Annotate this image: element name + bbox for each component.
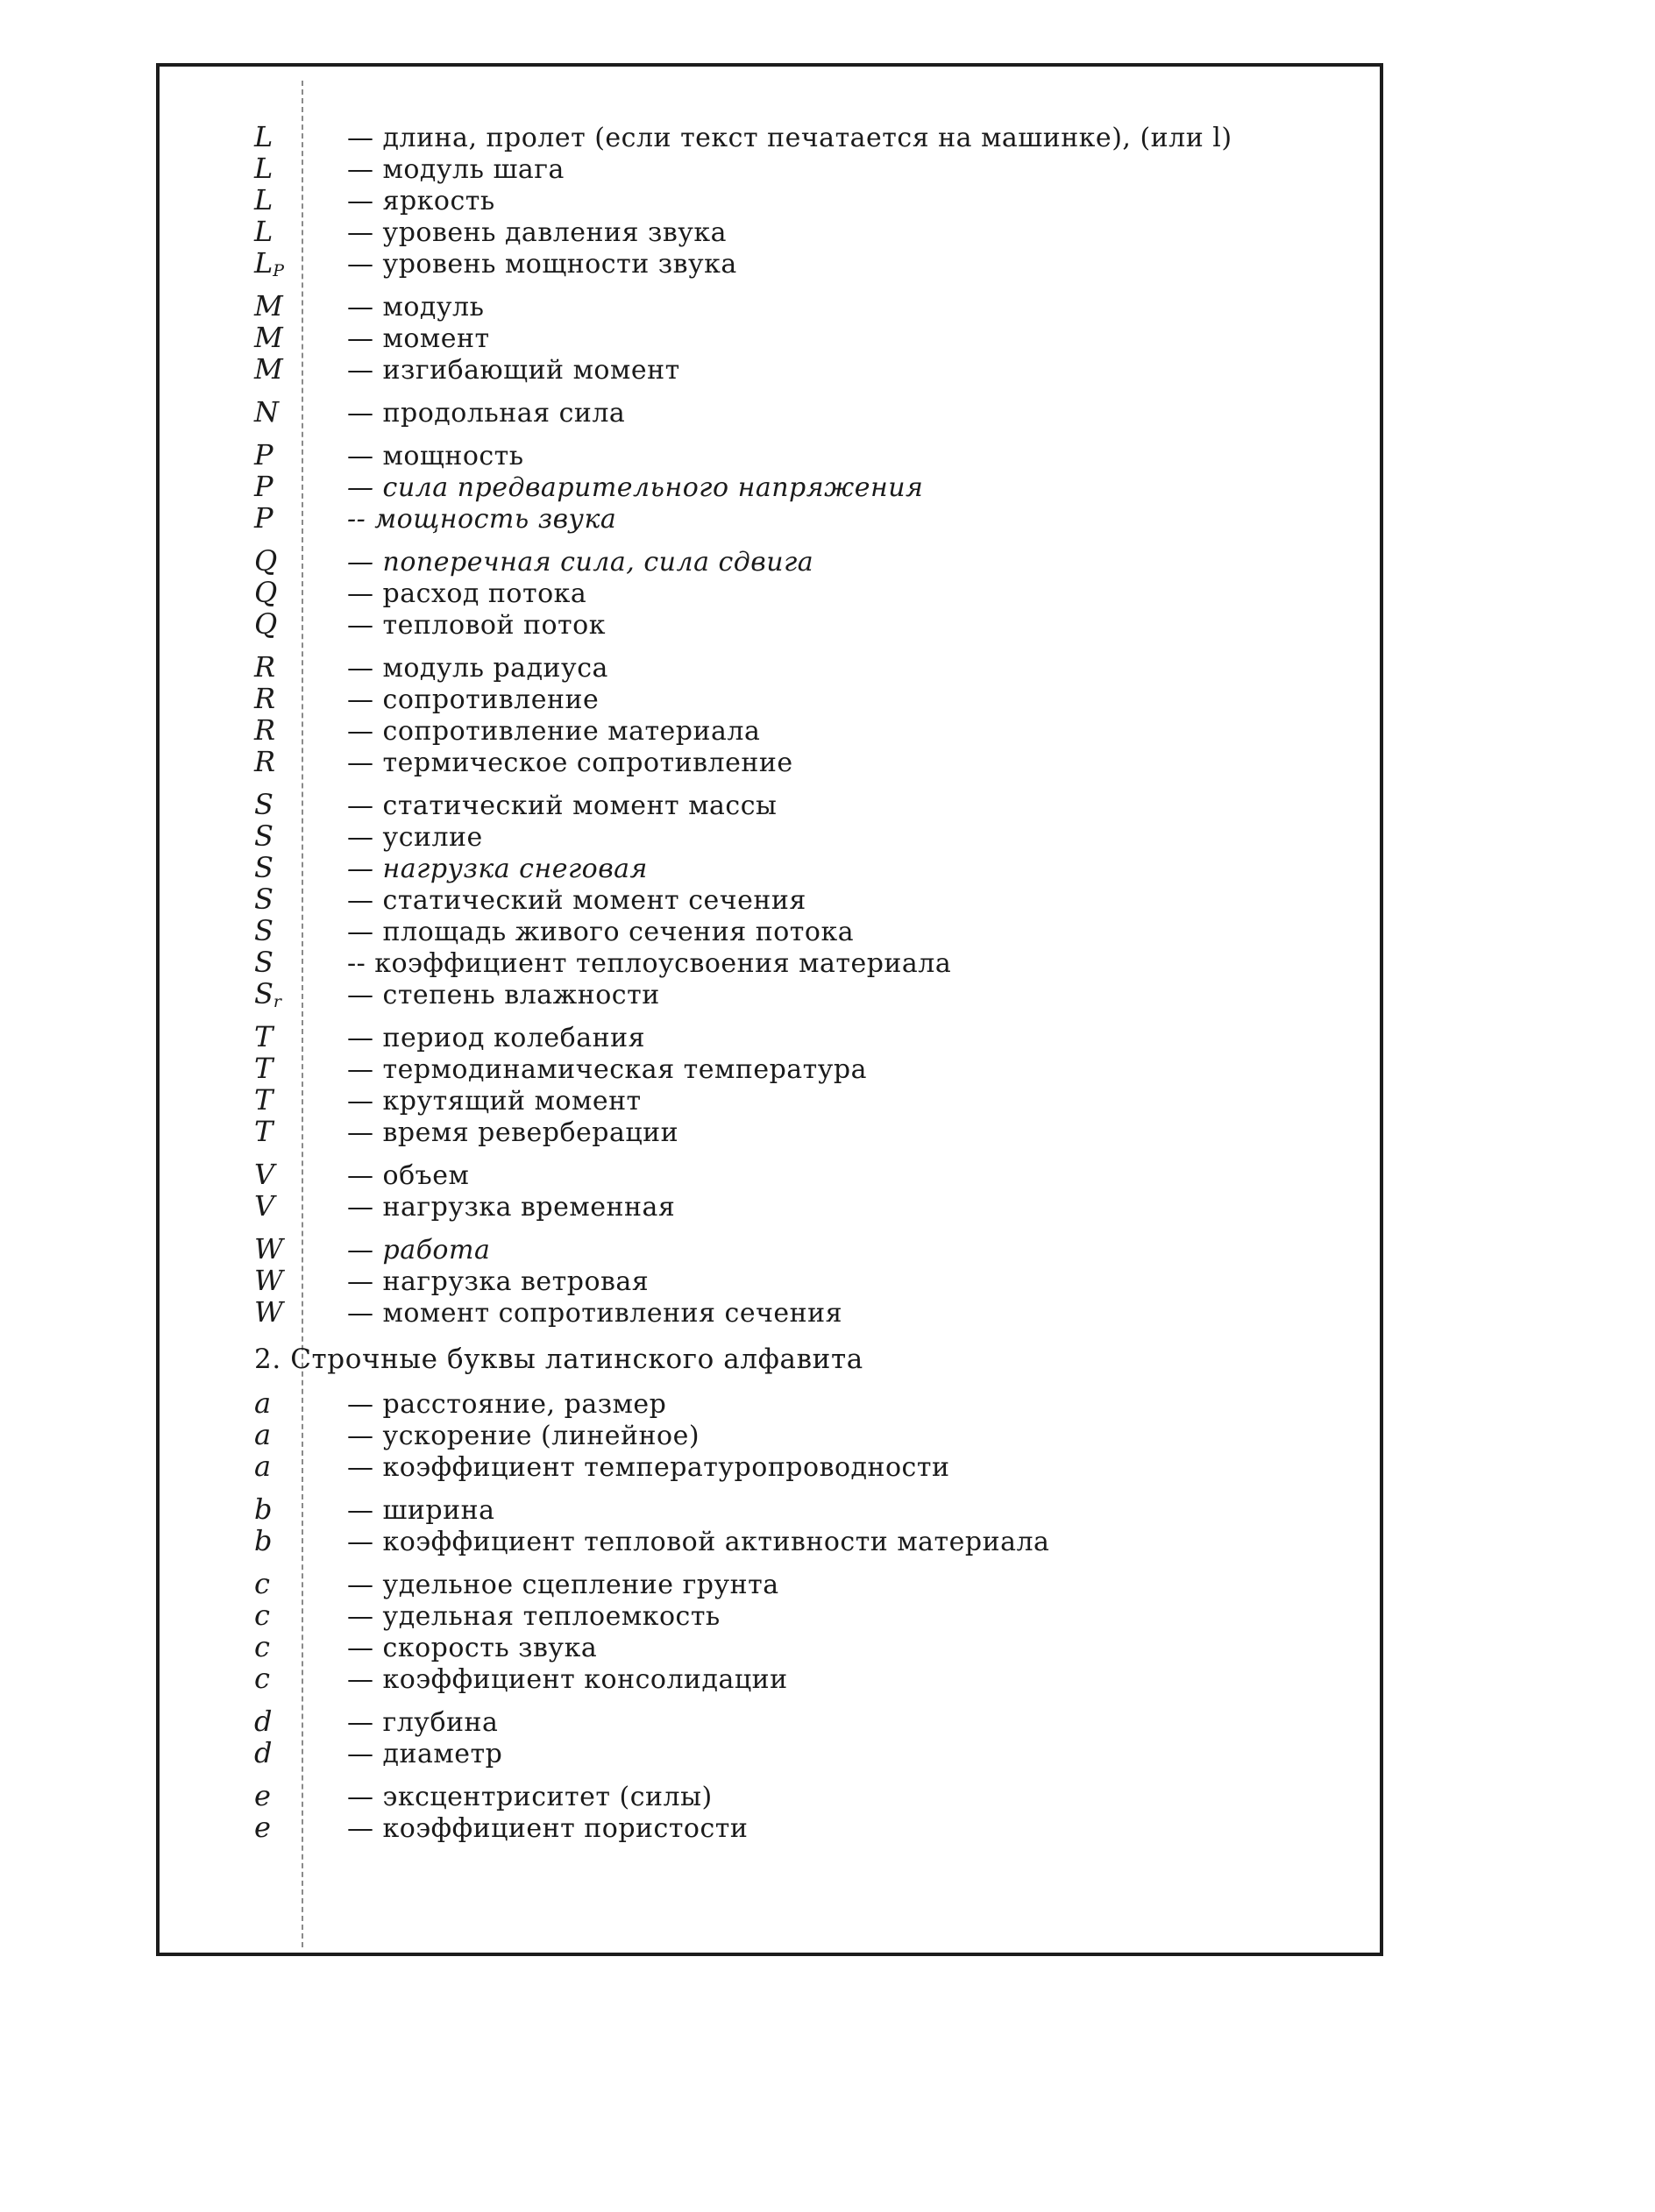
symbol-letter xyxy=(254,1525,347,1556)
symbol-letter-text: W xyxy=(254,1264,283,1297)
symbol-letter xyxy=(254,1450,347,1482)
symbol-description: — степень влажности xyxy=(347,980,660,1010)
symbol-letter-text: N xyxy=(254,395,279,429)
symbol-letter-text: L xyxy=(254,152,273,185)
symbol-letter xyxy=(254,1265,347,1296)
symbol-entry xyxy=(254,714,1306,746)
symbol-group xyxy=(254,121,1306,279)
symbol-letter-text: c xyxy=(254,1630,270,1663)
symbol-group xyxy=(254,1780,1306,1843)
symbol-entry xyxy=(254,1296,1306,1328)
symbol-letter xyxy=(254,915,347,946)
symbol-letter xyxy=(254,439,347,471)
symbol-letter-text: c xyxy=(254,1599,270,1632)
symbol-letter xyxy=(254,353,347,385)
symbol-entry xyxy=(254,1811,1306,1843)
symbol-entry xyxy=(254,1116,1306,1147)
symbol-letter-text: W xyxy=(254,1295,283,1329)
symbol-description: — работа xyxy=(347,1235,491,1266)
symbol-letter xyxy=(254,577,347,608)
symbol-letter xyxy=(254,152,347,184)
symbol-entry xyxy=(254,1387,1306,1419)
symbol-letter xyxy=(254,1493,347,1525)
symbol-letter xyxy=(254,1387,347,1419)
symbol-description: — модуль шага xyxy=(347,154,565,185)
symbol-letter-text: M xyxy=(254,289,283,323)
symbol-letter-text: e xyxy=(254,1811,271,1844)
symbol-letter-text: a xyxy=(254,1418,272,1451)
symbol-entry xyxy=(254,1568,1306,1599)
symbol-letter-text: c xyxy=(254,1662,270,1695)
symbol-entry xyxy=(254,1190,1306,1222)
symbol-group xyxy=(254,651,1306,777)
symbol-entry xyxy=(254,1631,1306,1663)
symbol-letter xyxy=(254,1663,347,1694)
symbol-entry xyxy=(254,353,1306,385)
symbol-letter xyxy=(254,502,347,534)
symbol-entry xyxy=(254,1599,1306,1631)
symbol-letter xyxy=(254,1053,347,1084)
symbol-letter xyxy=(254,789,347,820)
symbol-letter-text: R xyxy=(254,682,276,715)
symbol-description: — расстояние, размер xyxy=(347,1389,667,1420)
symbol-entry xyxy=(254,1493,1306,1525)
symbol-group xyxy=(254,1159,1306,1222)
symbol-description: — статический момент сечения xyxy=(347,885,806,916)
symbol-group xyxy=(254,1233,1306,1328)
symbol-letter-text: P xyxy=(254,438,273,471)
symbol-letter xyxy=(254,184,347,216)
symbol-entry xyxy=(254,247,1306,279)
symbol-letter xyxy=(254,1084,347,1116)
symbol-entry xyxy=(254,1265,1306,1296)
symbol-description: — термодинамическая температура xyxy=(347,1054,868,1085)
symbol-letter-text: S xyxy=(254,883,273,916)
symbol-entry xyxy=(254,1159,1306,1190)
symbol-letter xyxy=(254,714,347,746)
symbol-description: — площадь живого сечения потока xyxy=(347,917,855,947)
symbol-letter-text: T xyxy=(254,1115,273,1148)
symbol-entry xyxy=(254,545,1306,577)
symbol-entry xyxy=(254,1525,1306,1556)
symbol-letter xyxy=(254,608,347,640)
symbol-entry xyxy=(254,1419,1306,1450)
symbol-group xyxy=(254,1493,1306,1556)
symbol-letter xyxy=(254,1568,347,1599)
symbol-letter-text: S xyxy=(254,788,273,821)
symbol-letter xyxy=(254,1811,347,1843)
symbol-letter xyxy=(254,746,347,777)
section-heading: 2. Строчные буквы латинского алфавита xyxy=(254,1344,863,1375)
symbol-letter-text: L xyxy=(254,246,273,280)
symbol-description: — яркость xyxy=(347,186,495,216)
symbol-entry xyxy=(254,1450,1306,1482)
symbol-entry xyxy=(254,1053,1306,1084)
symbol-entry xyxy=(254,1663,1306,1694)
symbol-letter-text: S xyxy=(254,977,273,1010)
symbol-description: — длина, пролет (если текст печатается на машинке), (или l) xyxy=(347,123,1232,153)
symbol-description: — термическое сопротивление xyxy=(347,748,793,778)
symbol-description: — ускорение (линейное) xyxy=(347,1421,700,1451)
symbol-description: — продольная сила xyxy=(347,398,626,429)
symbol-letter-text: V xyxy=(254,1158,275,1191)
symbol-description: — модуль радиуса xyxy=(347,653,608,684)
symbol-letter-text: R xyxy=(254,650,276,684)
symbol-description: — коэффициент температуропроводности xyxy=(347,1452,950,1483)
symbol-letter-text: R xyxy=(254,745,276,778)
symbol-entry xyxy=(254,651,1306,683)
symbol-letter-text: L xyxy=(254,183,273,216)
symbol-letter-text: d xyxy=(254,1736,273,1769)
uppercase-symbols-section xyxy=(254,121,1306,1328)
symbol-description: — момент xyxy=(347,323,490,354)
symbol-letter xyxy=(254,290,347,322)
symbol-letter-text: L xyxy=(254,120,273,153)
symbol-letter-text: d xyxy=(254,1705,273,1738)
symbol-letter xyxy=(254,1190,347,1222)
symbol-description: — время реверберации xyxy=(347,1117,679,1148)
symbol-entry xyxy=(254,1021,1306,1053)
symbol-entry xyxy=(254,746,1306,777)
symbol-letter xyxy=(254,820,347,852)
lowercase-symbols-section xyxy=(254,1387,1306,1843)
symbol-entry xyxy=(254,396,1306,428)
symbol-description: — усилие xyxy=(347,822,483,853)
symbol-letter-text: T xyxy=(254,1052,273,1085)
symbol-description: — ширина xyxy=(347,1495,495,1526)
symbol-group xyxy=(254,545,1306,640)
symbol-letter-text: Q xyxy=(254,607,278,641)
symbol-entry xyxy=(254,946,1306,978)
symbol-letter xyxy=(254,1296,347,1328)
symbol-description: — мощность xyxy=(347,441,524,471)
symbol-entry xyxy=(254,184,1306,216)
symbol-entry xyxy=(254,471,1306,502)
symbol-letter xyxy=(254,1116,347,1147)
symbol-letter xyxy=(254,1780,347,1811)
symbol-entry xyxy=(254,820,1306,852)
symbol-letter-text: M xyxy=(254,352,283,386)
symbol-description: — сопротивление xyxy=(347,684,600,715)
symbol-description: — сила предварительного напряжения xyxy=(347,472,924,503)
symbol-description: — нагрузка снеговая xyxy=(347,854,648,884)
symbol-description: — коэффициент тепловой активности материала xyxy=(347,1527,1050,1557)
symbol-letter-text: b xyxy=(254,1492,273,1526)
symbol-entry xyxy=(254,577,1306,608)
symbol-entry xyxy=(254,915,1306,946)
symbol-group xyxy=(254,290,1306,385)
symbol-description: — объем xyxy=(347,1160,470,1191)
symbol-letter xyxy=(254,1705,347,1737)
symbol-description: — глубина xyxy=(347,1707,499,1738)
symbol-group xyxy=(254,1021,1306,1147)
symbol-description: — нагрузка временная xyxy=(347,1192,676,1223)
symbol-letter xyxy=(254,121,347,152)
symbol-subscript: P xyxy=(273,261,285,280)
symbol-description: — момент сопротивления сечения xyxy=(347,1298,843,1329)
symbol-group xyxy=(254,789,1306,1010)
symbol-description: — изгибающий момент xyxy=(347,355,680,386)
symbol-description: -- мощность звука xyxy=(347,504,617,535)
symbol-letter xyxy=(254,1599,347,1631)
symbol-letter-text: P xyxy=(254,501,273,535)
symbol-description: — скорость звука xyxy=(347,1633,598,1663)
symbol-letter-text: T xyxy=(254,1083,273,1117)
symbol-group xyxy=(254,1568,1306,1694)
symbol-letter xyxy=(254,946,347,978)
symbol-description: — диаметр xyxy=(347,1739,503,1769)
symbol-letter xyxy=(254,1737,347,1769)
symbol-entry xyxy=(254,152,1306,184)
symbol-entry xyxy=(254,121,1306,152)
symbol-letter xyxy=(254,852,347,883)
symbol-description: — статический момент массы xyxy=(347,791,778,821)
symbol-entry xyxy=(254,1233,1306,1265)
symbol-entry xyxy=(254,502,1306,534)
symbol-entry xyxy=(254,978,1306,1010)
symbol-description: — крутящий момент xyxy=(347,1086,642,1117)
symbol-letter-text: b xyxy=(254,1524,273,1557)
symbol-letter xyxy=(254,396,347,428)
symbol-description: — нагрузка ветровая xyxy=(347,1266,650,1297)
symbol-letter-text: c xyxy=(254,1567,270,1600)
symbol-description: — поперечная сила, сила сдвига xyxy=(347,547,814,578)
symbol-description: — уровень мощности звука xyxy=(347,249,737,280)
symbol-entry xyxy=(254,789,1306,820)
symbol-subscript: r xyxy=(273,992,282,1011)
symbol-letter xyxy=(254,471,347,502)
symbol-letter xyxy=(254,322,347,353)
symbol-letter xyxy=(254,1021,347,1053)
symbol-entry xyxy=(254,1705,1306,1737)
symbol-entry xyxy=(254,1737,1306,1769)
symbol-description: — удельное сцепление грунта xyxy=(347,1570,779,1600)
symbol-letter xyxy=(254,1631,347,1663)
symbol-letter-text: V xyxy=(254,1189,275,1223)
symbol-letter xyxy=(254,545,347,577)
symbol-entry xyxy=(254,216,1306,247)
symbol-description: -- коэффициент теплоусвоения материала xyxy=(347,948,952,979)
symbol-entry xyxy=(254,852,1306,883)
symbol-letter xyxy=(254,1419,347,1450)
symbol-group xyxy=(254,396,1306,428)
symbol-letter xyxy=(254,978,347,1014)
symbol-letter xyxy=(254,883,347,915)
symbol-description: — период колебания xyxy=(347,1023,646,1053)
symbol-group xyxy=(254,1387,1306,1482)
symbol-description: — коэффициент пористости xyxy=(347,1813,749,1844)
symbol-description: — тепловой поток xyxy=(347,610,606,641)
symbol-letter-text: S xyxy=(254,819,273,853)
symbol-description: — расход потока xyxy=(347,578,587,609)
symbol-entry xyxy=(254,1084,1306,1116)
symbol-group xyxy=(254,1705,1306,1769)
symbol-description: — модуль xyxy=(347,292,485,323)
symbol-letter xyxy=(254,651,347,683)
symbol-letter-text: L xyxy=(254,215,273,248)
symbol-letter-text: T xyxy=(254,1020,273,1053)
symbol-letter-text: S xyxy=(254,914,273,947)
symbol-description: — эксцентриситет (силы) xyxy=(347,1782,713,1812)
symbol-description: — удельная теплоемкость xyxy=(347,1601,721,1632)
symbol-description: — сопротивление материала xyxy=(347,716,761,747)
symbol-entry xyxy=(254,290,1306,322)
symbol-entry xyxy=(254,883,1306,915)
symbol-letter-text: S xyxy=(254,851,273,884)
symbol-letter-text: P xyxy=(254,470,273,503)
symbol-list xyxy=(254,121,1306,1843)
symbol-entry xyxy=(254,322,1306,353)
symbol-letter xyxy=(254,216,347,247)
symbol-entry xyxy=(254,439,1306,471)
symbol-letter-text: e xyxy=(254,1779,271,1812)
symbol-letter-text: a xyxy=(254,1450,272,1483)
symbol-letter-text: S xyxy=(254,946,273,979)
symbol-entry xyxy=(254,1780,1306,1811)
symbol-letter-text: R xyxy=(254,713,276,747)
symbol-letter-text: M xyxy=(254,321,283,354)
symbol-entry xyxy=(254,608,1306,640)
symbol-description: — уровень давления звука xyxy=(347,217,728,248)
symbol-letter xyxy=(254,247,347,283)
symbol-letter-text: W xyxy=(254,1232,283,1266)
symbol-letter xyxy=(254,1233,347,1265)
symbol-entry xyxy=(254,683,1306,714)
symbol-letter-text: a xyxy=(254,1386,272,1420)
symbol-letter-text: Q xyxy=(254,544,278,578)
symbol-description: — коэффициент консолидации xyxy=(347,1664,788,1695)
symbol-group xyxy=(254,439,1306,534)
symbol-letter-text: Q xyxy=(254,576,278,609)
symbol-letter xyxy=(254,683,347,714)
symbol-letter xyxy=(254,1159,347,1190)
